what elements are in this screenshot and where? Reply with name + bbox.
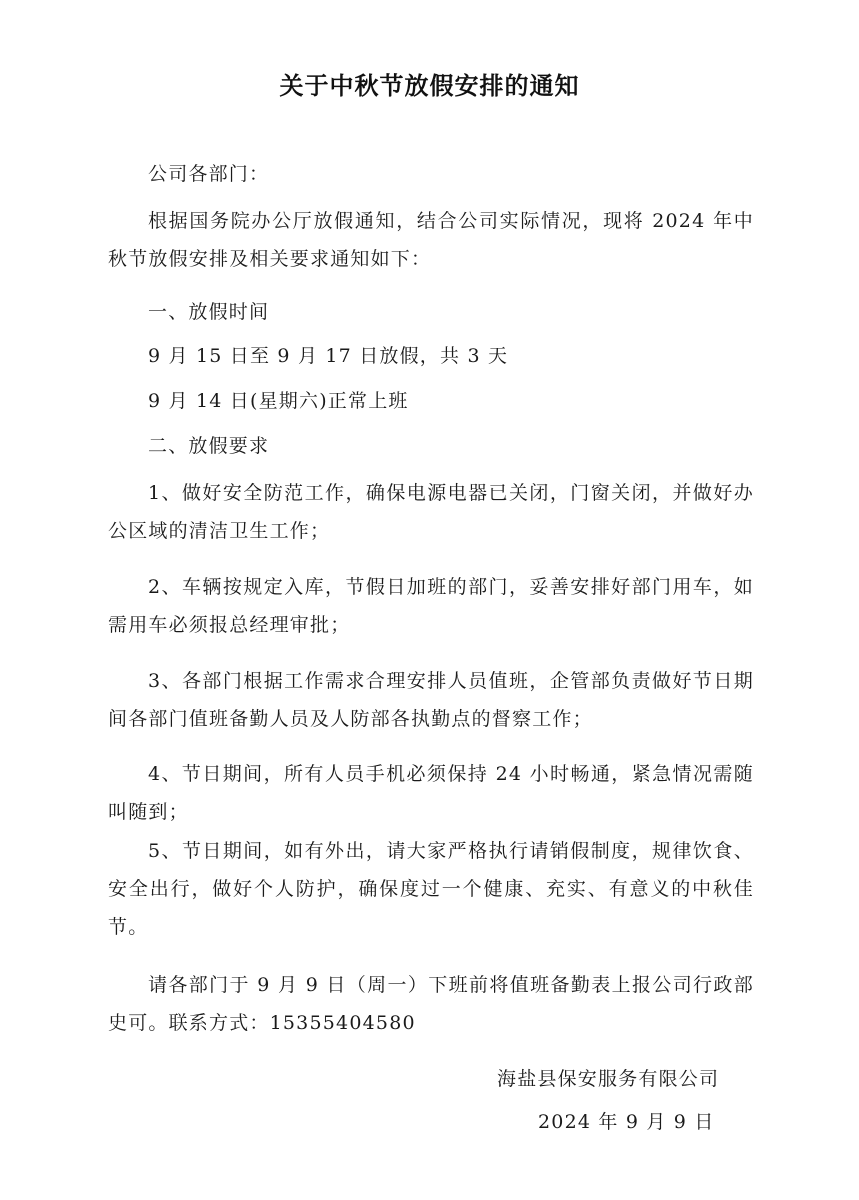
section-heading-holiday-time: 一、放假时间 <box>148 301 270 323</box>
requirement-item-2: 2、车辆按规定入库，节假日加班的部门，妥善安排好部门用车，如需用车必须报总经理审批； <box>108 576 754 636</box>
requirement-item-5: 5、节日期间，如有外出，请大家严格执行请销假制度，规律饮食、安全出行，做好个人防护，确保度过一个健康、充实、有意义的中秋佳节。 <box>108 840 754 938</box>
workday-line: 9 月 14 日(星期六)正常上班 <box>148 390 409 412</box>
signature-date: 2024 年 9 月 9 日 <box>538 1111 715 1133</box>
requirement-item-1: 1、做好安全防范工作，确保电源电器已关闭，门窗关闭，并做好办公区域的清洁卫生工作； <box>108 482 754 542</box>
salutation: 公司各部门： <box>148 163 270 185</box>
document-title: 关于中秋节放假安排的通知 <box>279 72 580 100</box>
requirement-item-3: 3、各部门根据工作需求合理安排人员值班，企管部负责做好节日期间各部门值班备勤人员及人防部各执勤点的督察工作； <box>108 670 754 730</box>
intro-paragraph: 根据国务院办公厅放假通知，结合公司实际情况，现将 2024 年中秋节放假安排及相关要求通知如下： <box>108 210 754 270</box>
requirement-item-4: 4、节日期间，所有人员手机必须保持 24 小时畅通，紧急情况需随叫随到； <box>108 763 754 823</box>
signature-company: 海盐县保安服务有限公司 <box>497 1068 720 1090</box>
section-heading-holiday-requirements: 二、放假要求 <box>148 435 270 457</box>
closing-paragraph: 请各部门于 9 月 9 日（周一）下班前将值班备勤表上报公司行政部史可。联系方式：15355404580 <box>108 974 754 1034</box>
holiday-dates-line: 9 月 15 日至 9 月 17 日放假，共 3 天 <box>148 345 509 367</box>
